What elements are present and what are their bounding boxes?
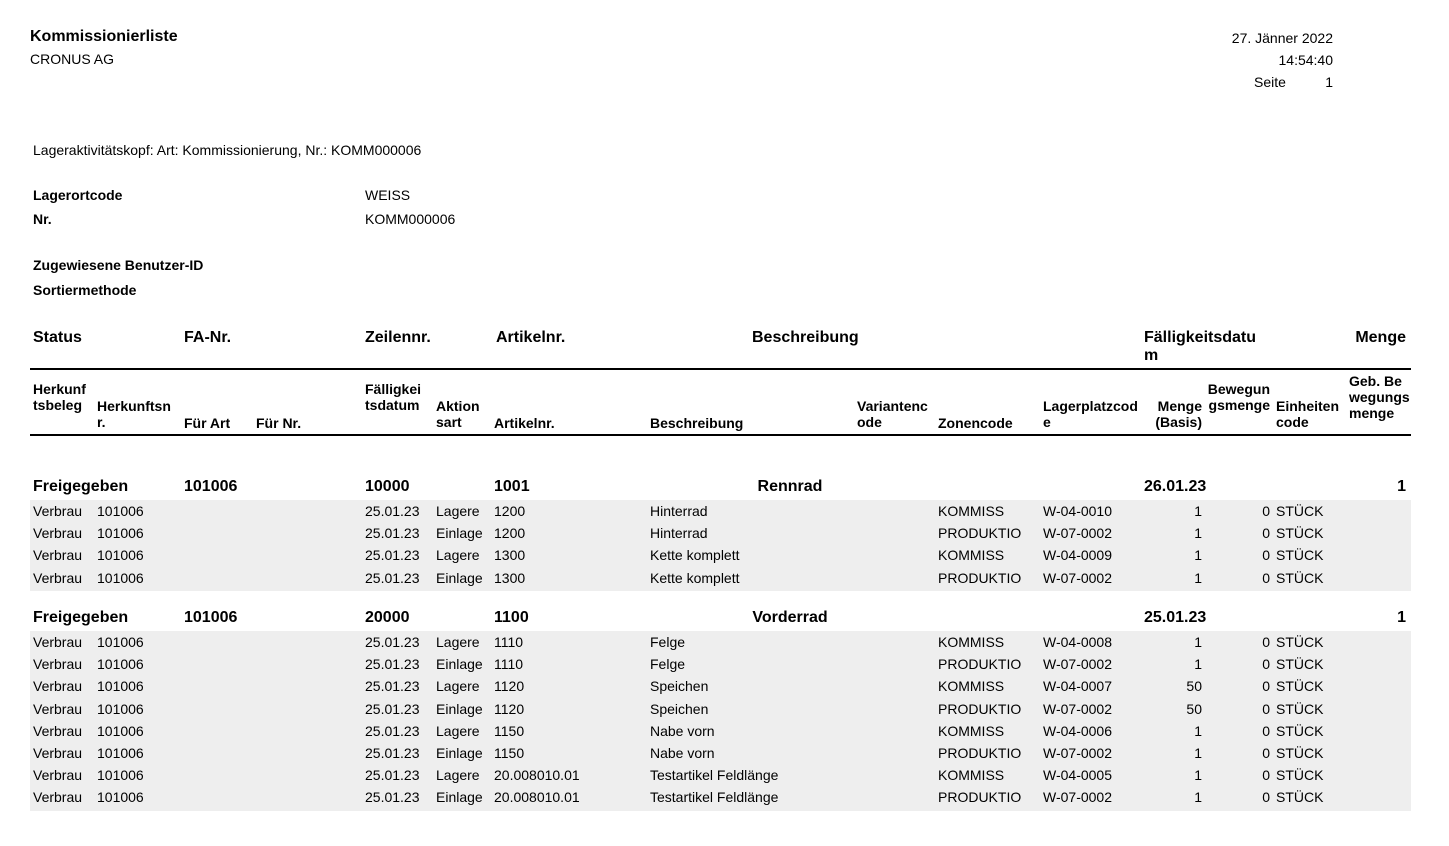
cell-unit: STÜCK xyxy=(1276,656,1324,673)
cell-desc: Speichen xyxy=(650,700,709,717)
cell-source-no: 101006 xyxy=(97,547,144,564)
no-label: Nr. xyxy=(33,211,52,227)
cell-action: Einlage xyxy=(436,525,483,542)
cell-zone: PRODUKTIO xyxy=(938,700,1022,717)
activity-line: Lageraktivitätskopf: Art: Kommissionierung, Nr.: KOMM000006 xyxy=(33,142,422,158)
company-name: CRONUS AG xyxy=(30,51,115,67)
cell-source: Verbrau xyxy=(33,678,83,695)
group-fa-no: 101006 xyxy=(184,609,238,626)
col2-action: Aktionsart xyxy=(436,398,480,430)
cell-moved: 0 xyxy=(1262,525,1270,542)
cell-source: Verbrau xyxy=(33,745,83,761)
group-due-date: 25.01.23 xyxy=(1144,609,1207,626)
cell-item: 1120 xyxy=(494,678,525,695)
cell-due: 25.01.23 xyxy=(365,767,420,784)
cell-source: Verbrau xyxy=(33,547,83,564)
cell-qty: 50 xyxy=(1186,678,1202,695)
cell-desc: Testartikel Feldlänge xyxy=(650,789,779,806)
cell-zone: PRODUKTIO xyxy=(938,569,1022,586)
col-due-date: Fälligkeitsdatum xyxy=(1144,329,1257,364)
group-line-no: 10000 xyxy=(365,478,410,495)
cell-unit: STÜCK xyxy=(1276,503,1324,519)
cell-qty: 1 xyxy=(1194,789,1202,806)
cell-due: 25.01.23 xyxy=(365,525,420,542)
col2-for-no: Für Nr. xyxy=(256,415,302,431)
cell-bin: W-04-0009 xyxy=(1043,547,1113,564)
col2-source-no: Herkunftsnr. xyxy=(97,398,171,430)
cell-item: 1300 xyxy=(494,569,526,586)
col2-source-doc: Herkunftsbeleg xyxy=(33,381,86,413)
cell-source-no: 101006 xyxy=(97,678,144,695)
cell-moved: 0 xyxy=(1262,634,1270,650)
cell-action: Einlage xyxy=(436,569,483,586)
cell-item: 1200 xyxy=(494,525,526,542)
location-label: Lagerortcode xyxy=(33,187,123,203)
cell-action: Einlage xyxy=(436,656,483,673)
cell-source: Verbrau xyxy=(33,722,83,739)
cell-source-no: 101006 xyxy=(97,722,144,739)
cell-source-no: 101006 xyxy=(97,767,144,784)
col2-unit: Einheitencode xyxy=(1276,398,1340,430)
page-label: Seite xyxy=(1254,74,1286,90)
cell-action: Einlage xyxy=(436,745,483,761)
group-status: Freigegeben xyxy=(33,609,129,626)
cell-unit: STÜCK xyxy=(1276,547,1324,564)
cell-source-no: 101006 xyxy=(97,656,144,673)
cell-zone: KOMMISS xyxy=(938,678,1005,695)
col2-qty-posted: Geb. Bewegungsmenge xyxy=(1349,373,1410,421)
cell-action: Lagere xyxy=(436,634,480,650)
header-rule-top xyxy=(30,368,1411,370)
group-quantity: 1 xyxy=(1397,609,1406,626)
cell-due: 25.01.23 xyxy=(365,503,420,519)
cell-action: Lagere xyxy=(436,722,480,739)
report-date: 27. Jänner 2022 xyxy=(1231,30,1333,46)
cell-unit: STÜCK xyxy=(1276,745,1324,761)
group-status: Freigegeben xyxy=(33,478,129,495)
cell-desc: Testartikel Feldlänge xyxy=(650,767,779,784)
cell-desc: Kette komplett xyxy=(650,547,740,564)
cell-action: Lagere xyxy=(436,767,480,784)
cell-desc: Speichen xyxy=(650,678,709,695)
group-quantity: 1 xyxy=(1397,478,1406,495)
cell-zone: KOMMISS xyxy=(938,722,1005,739)
cell-source: Verbrau xyxy=(33,634,83,650)
cell-item: 1110 xyxy=(494,656,524,673)
cell-action: Lagere xyxy=(436,678,480,695)
group-description: Vorderrad xyxy=(752,609,828,626)
cell-moved: 0 xyxy=(1262,503,1270,519)
col-quantity: Menge xyxy=(1355,329,1406,346)
cell-source: Verbrau xyxy=(33,789,83,806)
cell-item: 1150 xyxy=(494,745,525,761)
col2-bin: Lagerplatzcode xyxy=(1043,398,1138,430)
cell-source-no: 101006 xyxy=(97,525,144,542)
cell-bin: W-04-0010 xyxy=(1043,503,1113,519)
group-due-date: 26.01.23 xyxy=(1144,478,1207,495)
cell-moved: 0 xyxy=(1262,767,1270,784)
cell-item: 20.008010.01 xyxy=(494,767,580,784)
cell-qty: 1 xyxy=(1194,569,1202,586)
cell-qty: 1 xyxy=(1194,745,1202,761)
cell-source: Verbrau xyxy=(33,767,83,784)
cell-bin: W-07-0002 xyxy=(1043,525,1113,542)
cell-unit: STÜCK xyxy=(1276,767,1324,784)
col2-due-date: Fälligkeitsdatum xyxy=(365,381,422,413)
cell-desc: Nabe vorn xyxy=(650,722,715,739)
no-value: KOMM000006 xyxy=(365,211,456,227)
cell-unit: STÜCK xyxy=(1276,722,1324,739)
cell-bin: W-04-0008 xyxy=(1043,634,1113,650)
cell-zone: KOMMISS xyxy=(938,767,1005,784)
report-time: 14:54:40 xyxy=(1278,52,1333,68)
page-number: 1 xyxy=(1325,74,1333,90)
cell-bin: W-07-0002 xyxy=(1043,745,1113,761)
cell-source-no: 101006 xyxy=(97,700,144,717)
cell-desc: Nabe vorn xyxy=(650,745,715,761)
cell-bin: W-04-0007 xyxy=(1043,678,1113,695)
cell-bin: W-07-0002 xyxy=(1043,700,1113,717)
cell-source: Verbrau xyxy=(33,503,83,519)
cell-due: 25.01.23 xyxy=(365,722,420,739)
cell-action: Einlage xyxy=(436,700,483,717)
cell-moved: 0 xyxy=(1262,745,1270,761)
col2-qty-base: Menge (Basis) xyxy=(1155,398,1202,430)
cell-qty: 1 xyxy=(1194,634,1202,650)
cell-item: 1110 xyxy=(494,634,524,650)
col2-for-type: Für Art xyxy=(184,415,231,431)
cell-qty: 50 xyxy=(1186,700,1202,717)
group-item-no: 1100 xyxy=(494,609,529,626)
cell-moved: 0 xyxy=(1262,700,1270,717)
cell-source-no: 101006 xyxy=(97,503,144,519)
col2-variant: Variantencode xyxy=(857,398,928,430)
cell-unit: STÜCK xyxy=(1276,678,1324,695)
cell-zone: KOMMISS xyxy=(938,547,1005,564)
cell-desc: Felge xyxy=(650,634,686,650)
cell-source: Verbrau xyxy=(33,700,83,717)
cell-bin: W-04-0006 xyxy=(1043,722,1113,739)
cell-source-no: 101006 xyxy=(97,745,144,761)
col2-item-no: Artikelnr. xyxy=(494,415,555,431)
cell-due: 25.01.23 xyxy=(365,745,420,761)
col-description: Beschreibung xyxy=(752,329,859,346)
cell-zone: PRODUKTIO xyxy=(938,789,1022,806)
cell-action: Lagere xyxy=(436,503,480,519)
cell-desc: Hinterrad xyxy=(650,503,708,519)
cell-due: 25.01.23 xyxy=(365,700,420,717)
location-value: WEISS xyxy=(365,187,411,203)
cell-zone: KOMMISS xyxy=(938,503,1005,519)
cell-moved: 0 xyxy=(1262,678,1270,695)
cell-due: 25.01.23 xyxy=(365,569,420,586)
cell-moved: 0 xyxy=(1262,656,1270,673)
cell-moved: 0 xyxy=(1262,569,1270,586)
cell-zone: PRODUKTIO xyxy=(938,656,1022,673)
cell-item: 20.008010.01 xyxy=(494,789,580,806)
group-fa-no: 101006 xyxy=(184,478,238,495)
cell-due: 25.01.23 xyxy=(365,656,420,673)
col-line-no: Zeilennr. xyxy=(365,329,431,346)
cell-bin: W-07-0002 xyxy=(1043,789,1113,806)
col-status: Status xyxy=(33,329,82,346)
group-line-no: 20000 xyxy=(365,609,410,626)
cell-item: 1300 xyxy=(494,547,526,564)
cell-desc: Kette komplett xyxy=(650,569,740,586)
cell-desc: Hinterrad xyxy=(650,525,708,542)
cell-qty: 1 xyxy=(1194,547,1202,564)
cell-source-no: 101006 xyxy=(97,789,144,806)
cell-unit: STÜCK xyxy=(1276,700,1324,717)
col2-qty-moved: Bewegungsmenge xyxy=(1207,381,1270,413)
cell-due: 25.01.23 xyxy=(365,678,420,695)
col2-description: Beschreibung xyxy=(650,415,744,431)
cell-moved: 0 xyxy=(1262,722,1270,739)
cell-item: 1150 xyxy=(494,722,525,739)
cell-qty: 1 xyxy=(1194,767,1202,784)
cell-source-no: 101006 xyxy=(97,569,144,586)
cell-bin: W-07-0002 xyxy=(1043,656,1113,673)
col-item-no: Artikelnr. xyxy=(496,329,566,346)
cell-source: Verbrau xyxy=(33,525,83,542)
cell-qty: 1 xyxy=(1194,525,1202,542)
cell-qty: 1 xyxy=(1194,503,1202,519)
col2-zone: Zonencode xyxy=(938,415,1013,431)
cell-item: 1200 xyxy=(494,503,526,519)
cell-zone: PRODUKTIO xyxy=(938,525,1022,542)
cell-source: Verbrau xyxy=(33,656,83,673)
cell-qty: 1 xyxy=(1194,656,1202,673)
cell-due: 25.01.23 xyxy=(365,789,420,806)
report-title: Kommissionierliste xyxy=(30,28,178,45)
col-fa-no: FA-Nr. xyxy=(184,329,232,346)
cell-action: Einlage xyxy=(436,789,483,806)
cell-desc: Felge xyxy=(650,656,686,673)
group-description: Rennrad xyxy=(757,478,823,495)
cell-due: 25.01.23 xyxy=(365,634,420,650)
cell-bin: W-07-0002 xyxy=(1043,569,1113,586)
cell-zone: PRODUKTIO xyxy=(938,745,1022,761)
cell-source-no: 101006 xyxy=(97,634,144,650)
cell-unit: STÜCK xyxy=(1276,634,1324,650)
cell-moved: 0 xyxy=(1262,789,1270,806)
cell-unit: STÜCK xyxy=(1276,569,1324,586)
cell-unit: STÜCK xyxy=(1276,525,1324,542)
cell-moved: 0 xyxy=(1262,547,1270,564)
header-rule-bottom xyxy=(30,434,1411,436)
cell-qty: 1 xyxy=(1194,722,1202,739)
user-label: Zugewiesene Benutzer-ID xyxy=(33,257,204,273)
cell-item: 1120 xyxy=(494,700,525,717)
cell-action: Lagere xyxy=(436,547,480,564)
sort-label: Sortiermethode xyxy=(33,282,137,298)
cell-zone: KOMMISS xyxy=(938,634,1005,650)
cell-source: Verbrau xyxy=(33,569,83,586)
cell-due: 25.01.23 xyxy=(365,547,420,564)
cell-unit: STÜCK xyxy=(1276,789,1324,806)
group-item-no: 1001 xyxy=(494,478,530,495)
cell-bin: W-04-0005 xyxy=(1043,767,1113,784)
